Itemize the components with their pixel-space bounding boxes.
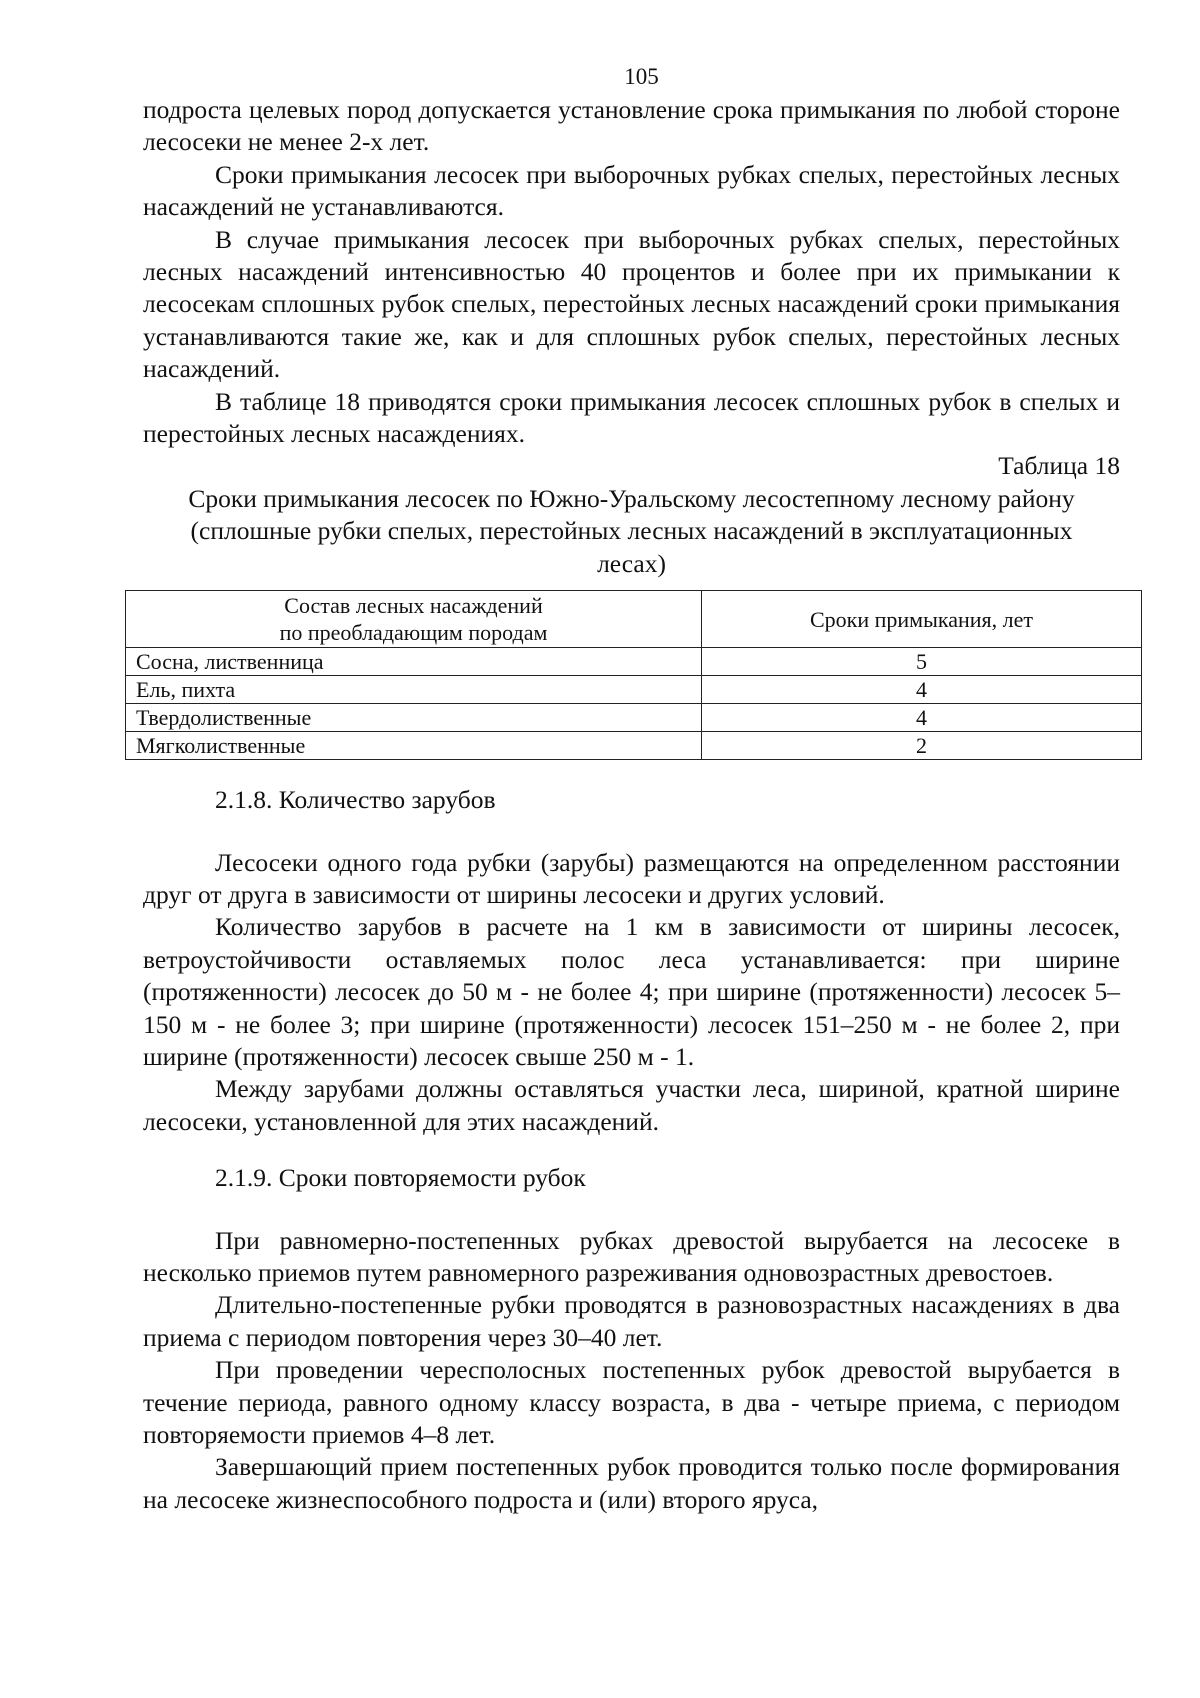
- page-number: 105: [624, 64, 659, 89]
- table-header-row: [126, 591, 1142, 648]
- paragraph: Длительно-постепенные рубки проводятся в разновозрастных насаждениях в два приема с периодом повторения через 30–40 лет.: [143, 1290, 1120, 1352]
- document-page: [136, 62, 1120, 1516]
- table-header-species-line1: Состав лесных насаждений: [284, 593, 543, 619]
- table-row: [126, 732, 1142, 760]
- table-number-label: Таблица 18: [998, 451, 1120, 481]
- table-row: [126, 676, 1142, 704]
- table-cell-species: Мягколиственные: [126, 732, 702, 760]
- table-cell-species: Ель, пихта: [126, 676, 702, 704]
- paragraph: Количество зарубов в расчете на 1 км в зависимости от ширины лесосек, ветроустойчивости оставляемых полос леса устанавливается: при ширине (протяженности) лесосек до 50 м - не более 4; при ширине (протяженности) лесосек 5–150 м - не более 3; при ширине (протяженности) лесосек 151–250 м - не более 2, при ширине (протяженности) лесосек свыше 250 м - 1.: [143, 912, 1120, 1071]
- table-header-species: [126, 591, 702, 648]
- adjacency-terms-table: [125, 590, 1142, 760]
- paragraph: В таблице 18 приводятся сроки примыкания лесосек сплошных рубок в спелых и перестойных лесных насаждениях.: [143, 386, 1120, 449]
- section-heading-2-1-8: 2.1.8. Количество зарубов: [215, 785, 496, 815]
- table-cell-species: Сосна, лиственница: [126, 648, 702, 676]
- paragraph: Между зарубами должны оставляться участки леса, шириной, кратной ширине лесосеки, установленной для этих насаждений.: [143, 1074, 1120, 1136]
- table-cell-species: Твердолиственные: [126, 704, 702, 732]
- table-header-years: Сроки примыкания, лет: [702, 591, 1142, 648]
- table-cell-years: 4: [702, 676, 1142, 704]
- paragraph: Завершающий прием постепенных рубок проводится только после формирования на лесосеке жизнеспособного подроста и (или) второго яруса,: [143, 1452, 1120, 1514]
- paragraph: Лесосеки одного года рубки (зарубы) размещаются на определенном расстоянии друг от друга в зависимости от ширины лесосеки и других условий.: [143, 847, 1120, 909]
- table-row: [126, 648, 1142, 676]
- section-heading-2-1-9: 2.1.9. Сроки повторяемости рубок: [215, 1163, 586, 1193]
- paragraph: При проведении чересполосных постепенных рубок древостой вырубается в течение периода, равного одному классу возраста, в два - четыре приема, с периодом повторяемости приемов 4–8 лет.: [143, 1355, 1120, 1449]
- table-cell-years: 4: [702, 704, 1142, 732]
- table-row: [126, 704, 1142, 732]
- table-header-species-line2: по преобладающим породам: [279, 620, 548, 646]
- paragraph: При равномерно-постепенных рубках древостой вырубается на лесосеке в несколько приемов путем равномерного разреживания одновозрастных древостоев.: [143, 1225, 1120, 1287]
- paragraph-continuation: подроста целевых пород допускается установление срока примыкания по любой стороне лесосеки не менее 2-х лет.: [143, 95, 1120, 157]
- table-cell-years: 2: [702, 732, 1142, 760]
- paragraph: Сроки примыкания лесосек при выборочных рубках спелых, перестойных лесных насаждений не устанавливаются.: [143, 159, 1120, 222]
- table-cell-years: 5: [702, 648, 1142, 676]
- paragraph: В случае примыкания лесосек при выборочных рубках спелых, перестойных лесных насаждений интенсивностью 40 процентов и более при их примыкании к лесосекам сплошных рубок спелых, перестойных лесных насаждений сроки примыкания устанавливаются такие же, как и для сплошных рубок спелых, перестойных лесных насаждений.: [143, 224, 1120, 384]
- table-title: Сроки примыкания лесосек по Южно-Уральскому лесостепному лесному району (сплошные рубки спелых, перестойных лесных насаждений в эксплуатационных лесах): [188, 483, 1075, 578]
